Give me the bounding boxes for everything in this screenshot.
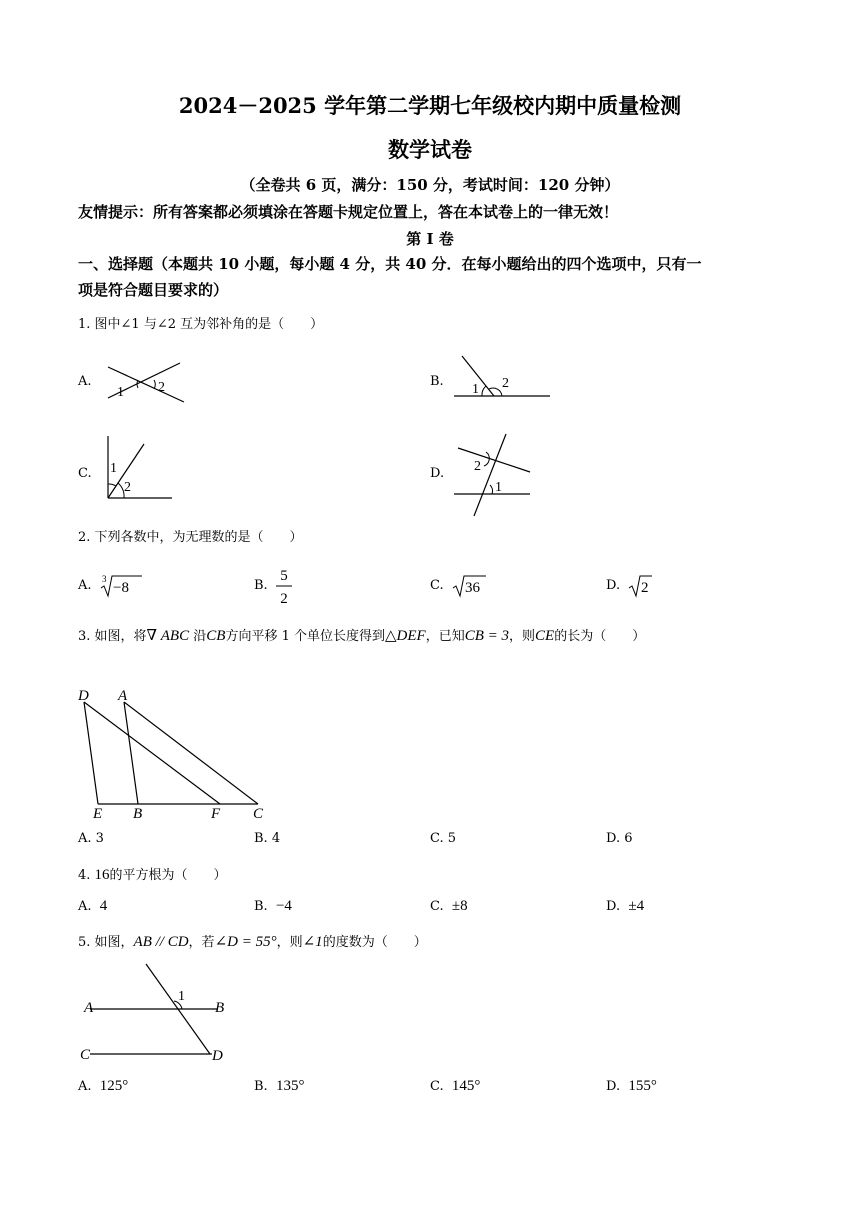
q3-option-c: C. 5 bbox=[430, 831, 457, 846]
q1c-angle-2: 2 bbox=[124, 480, 131, 495]
q4-option-a: A. 4 bbox=[78, 898, 108, 914]
q1-figure-b bbox=[452, 352, 554, 402]
q2-option-d-value bbox=[626, 572, 656, 600]
q1a-angle-1: 1 bbox=[117, 385, 124, 400]
q1c-angle-1: 1 bbox=[110, 461, 117, 476]
q2-option-b-value bbox=[272, 563, 296, 609]
q1-stem: 1. 图中∠1 与∠2 互为邻补角的是（ ） bbox=[78, 317, 324, 332]
q1-option-a-label: A. bbox=[78, 374, 92, 389]
section-heading-line1: 一、选择题（本题共 10 小题，每小题 4 分，共 40 分．在每小题给出的四个选项中，只有一 bbox=[78, 255, 702, 273]
section-heading-line2: 项是符合题目要求的） bbox=[78, 281, 229, 299]
q5-angle-1: 1 bbox=[178, 989, 185, 1004]
q1-figure-a bbox=[100, 358, 190, 408]
q4-option-d: D. ±4 bbox=[606, 898, 645, 914]
q5-option-b: B. 135° bbox=[254, 1078, 305, 1094]
q5-option-a: A. 125° bbox=[78, 1078, 129, 1094]
q3-point-e: E bbox=[93, 806, 103, 822]
q2-option-c-label: C. bbox=[430, 578, 444, 593]
q2-stem: 2. 下列各数中，为无理数的是（ ） bbox=[78, 530, 303, 545]
q2-option-a-value bbox=[98, 572, 144, 600]
q1d-angle-1: 1 bbox=[495, 480, 502, 495]
q1-figure-d bbox=[448, 430, 536, 520]
q4-stem: 4. 16的平方根为（ ） bbox=[78, 867, 227, 883]
q1-figure-c bbox=[100, 434, 178, 502]
q4-option-c: C. ±8 bbox=[430, 898, 468, 914]
exam-subject: 数学试卷 bbox=[388, 137, 472, 162]
q5-point-a: A bbox=[84, 1000, 94, 1016]
svg-text:5: 5 bbox=[280, 568, 288, 584]
svg-text:2: 2 bbox=[641, 580, 649, 596]
exam-title: 2024－2025 学年第二学期七年级校内期中质量检测 bbox=[178, 93, 682, 118]
q5-figure bbox=[78, 960, 238, 1070]
q2-option-d-label: D. bbox=[606, 578, 621, 593]
q1b-angle-2: 2 bbox=[502, 376, 509, 391]
q1-option-c-label: C. bbox=[78, 466, 92, 481]
q5-option-c: C. 145° bbox=[430, 1078, 481, 1094]
q3-figure bbox=[72, 684, 272, 824]
q3-point-d: D bbox=[78, 688, 89, 704]
q1a-angle-2: 2 bbox=[158, 380, 165, 395]
svg-text:36: 36 bbox=[465, 580, 480, 596]
q5-point-c: C bbox=[80, 1047, 91, 1063]
q3-option-b: B. 4 bbox=[254, 831, 281, 846]
svg-text:3: 3 bbox=[102, 574, 107, 584]
q3-option-a: A. 3 bbox=[78, 831, 104, 846]
q5-point-d: D bbox=[212, 1048, 223, 1064]
q3-option-d: D. 6 bbox=[606, 831, 633, 846]
exam-info: （全卷共 6 页，满分：150 分，考试时间：120 分钟） bbox=[240, 176, 620, 194]
q3-stem: 3. 如图，将∇ ABC 沿CB方向平移 1 个单位长度得到△DEF，已知CB = 3，则CE的长为（ ） bbox=[78, 628, 646, 644]
q1-option-b-label: B. bbox=[430, 374, 444, 389]
exam-tip: 友情提示：所有答案都必须填涂在答题卡规定位置上，答在本试卷上的一律无效！ bbox=[78, 203, 619, 221]
q4-option-b: B. −4 bbox=[254, 898, 292, 914]
q3-point-c: C bbox=[253, 806, 264, 822]
q2-option-c-value bbox=[450, 572, 490, 600]
q1-option-d-label: D. bbox=[430, 466, 445, 481]
q1d-angle-2: 2 bbox=[474, 459, 481, 474]
q3-point-b: B bbox=[133, 806, 143, 822]
q5-point-b: B bbox=[215, 1000, 225, 1016]
volume-heading: 第 I 卷 bbox=[406, 230, 454, 248]
svg-text:−8: −8 bbox=[113, 580, 129, 596]
q5-option-d: D. 155° bbox=[606, 1078, 657, 1094]
q3-point-f: F bbox=[211, 806, 221, 822]
q2-option-b-label: B. bbox=[254, 578, 268, 593]
q3-point-a: A bbox=[118, 688, 128, 704]
q2-option-a-label: A. bbox=[78, 578, 92, 593]
q5-stem: 5. 如图，AB // CD，若∠D = 55°，则∠1的度数为（ ） bbox=[78, 934, 427, 950]
q1b-angle-1: 1 bbox=[472, 382, 479, 397]
svg-text:2: 2 bbox=[280, 591, 288, 607]
